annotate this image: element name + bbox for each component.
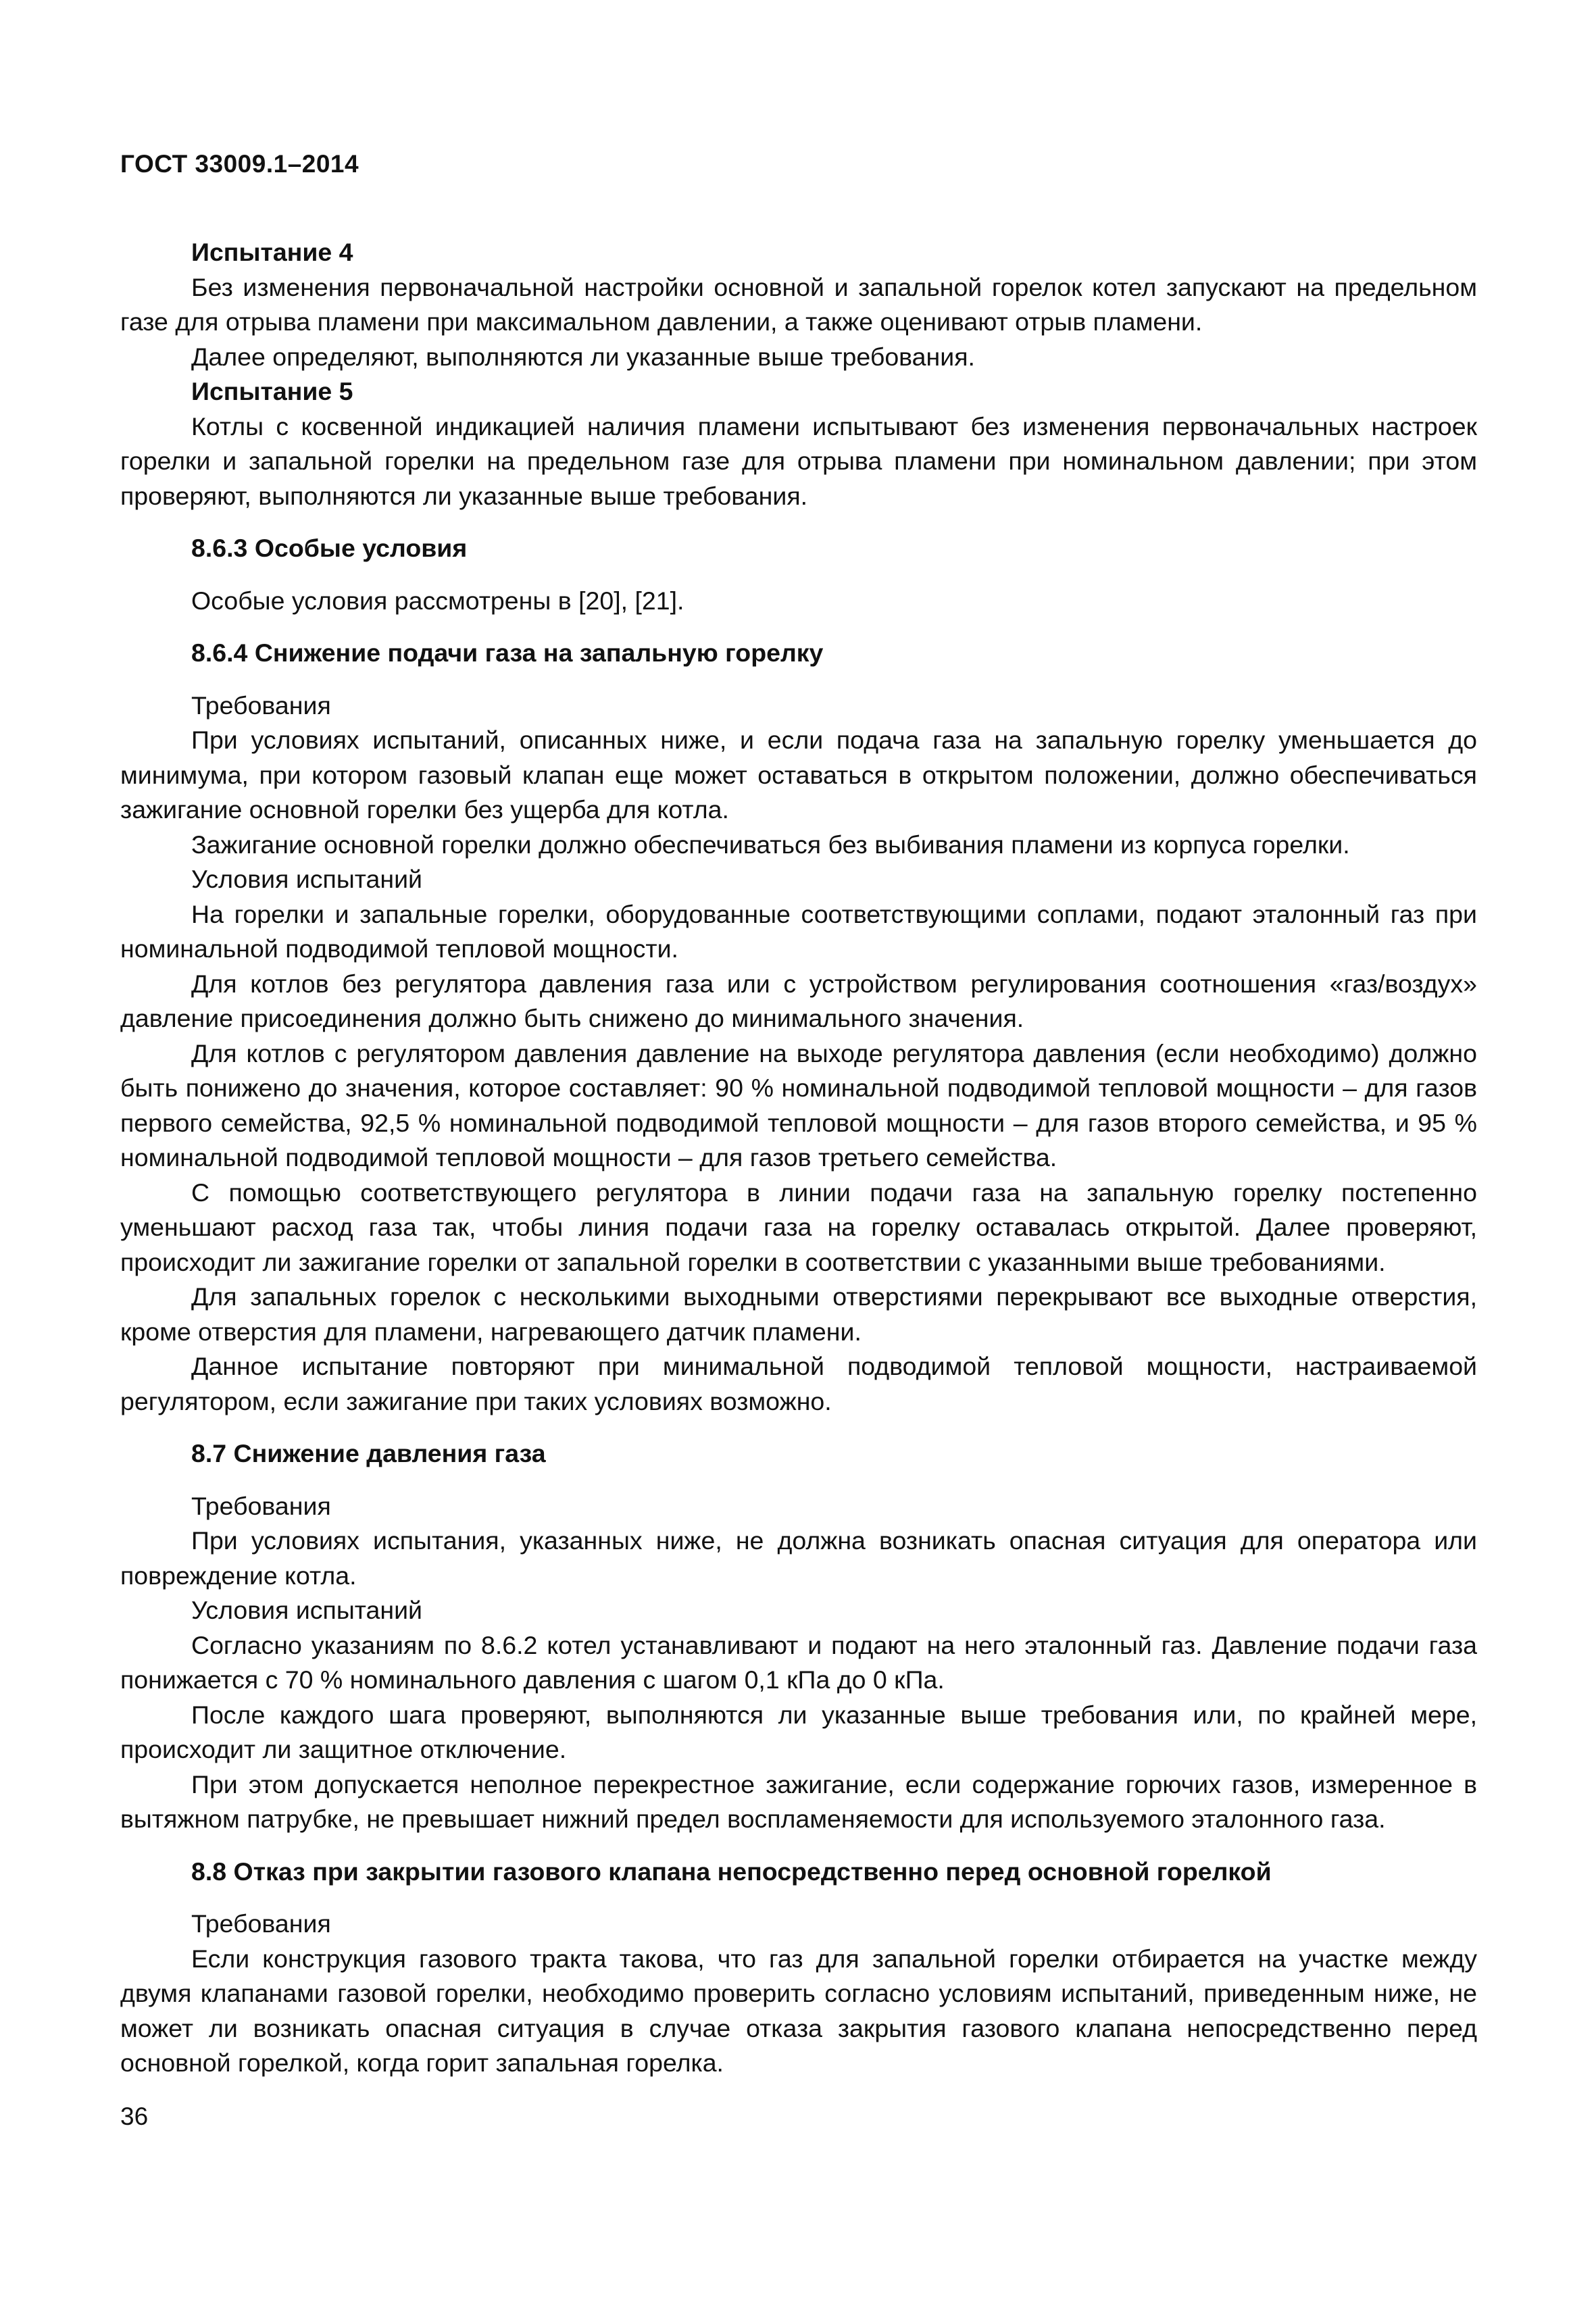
section-heading-8-7: 8.7 Снижение давления газа: [191, 1439, 546, 1467]
paragraph: Котлы с косвенной индикацией наличия пламени испытывают без изменения первоначальных настроек горелки и запальной горелки на предельном газе для отрыва пламени при номинальном давлении; при этом проверяют, выполняются ли указанные выше требования.: [120, 411, 1477, 510]
test-4-heading: Испытание 4: [191, 238, 353, 266]
page-body: [120, 235, 1477, 2081]
test-5-heading: Испытание 5: [191, 377, 353, 405]
section-heading-8-6-3: 8.6.3 Особые условия: [191, 534, 468, 562]
paragraph: Для котлов с регулятором давления давление на выходе регулятора давления (если необходимо) должно быть понижено до значения, которое составляет: 90 % номинальной подводимой тепловой мощности – для газов первого семейства, 92,5 % номинальной подводимой тепловой мощности – для газов второго семейства, и 95 % номинальной подводимой тепловой мощности – для газов третьего семейства.: [120, 1038, 1477, 1172]
paragraph: Для запальных горелок с несколькими выходными отверстиями перекрывают все выходные отверстия, кроме отверстия для пламени, нагревающего датчик пламени.: [120, 1282, 1477, 1346]
test-conditions-label: Условия испытаний: [191, 865, 422, 893]
requirements-label: Требования: [191, 1491, 331, 1520]
paragraph: С помощью соответствующего регулятора в линии подачи газа на запальную горелку постепенно уменьшают расход газа так, чтобы линия подачи газа на горелку оставалась открытой. Далее проверяют, происходит ли зажигание горелки от запальной горелки в соответствии с указанными выше требованиями.: [120, 1178, 1477, 1276]
paragraph: Для котлов без регулятора давления газа или с устройством регулирования соотношения «газ/воздух» давление присоединения должно быть снижено до минимального значения.: [120, 969, 1477, 1032]
section-heading-8-8: 8.8 Отказ при закрытии газового клапана непосредственно перед основной горелкой: [191, 1857, 1272, 1886]
paragraph: Данное испытание повторяют при минимальной подводимой тепловой мощности, настраиваемой регулятором, если зажигание при таких условиях возможно.: [120, 1352, 1477, 1415]
section-heading-8-6-4: 8.6.4 Снижение подачи газа на запальную горелку: [191, 638, 824, 667]
paragraph: Согласно указаниям по 8.6.2 котел устанавливают и подают на него эталонный газ. Давление подачи газа понижается с 70 % номинального давления с шагом 0,1 кПа до 0 кПа.: [120, 1630, 1477, 1694]
requirements-label: Требования: [191, 690, 331, 720]
paragraph: Зажигание основной горелки должно обеспечиваться без выбивания пламени из корпуса горелки.: [191, 830, 1350, 859]
paragraph: При условиях испытаний, описанных ниже, и если подача газа на запальную горелку уменьшается до минимума, при котором газовый клапан еще может оставаться в открытом положении, должно обеспечиваться зажигание основной горелки без ущерба для котла.: [120, 726, 1477, 824]
test-conditions-label: Условия испытаний: [191, 1596, 422, 1624]
paragraph: На горелки и запальные горелки, оборудованные соответствующими соплами, подают эталонный газ при номинальной подводимой тепловой мощности.: [120, 899, 1477, 963]
document-code-header: ГОСТ 33009.1–2014: [120, 150, 359, 178]
page-number: 36: [120, 2103, 149, 2130]
paragraph: При условиях испытания, указанных ниже, не должна возникать опасная ситуация для оператора или повреждение котла.: [120, 1526, 1477, 1590]
paragraph: После каждого шага проверяют, выполняются ли указанные выше требования или, по крайней мере, происходит ли защитное отключение.: [120, 1700, 1477, 1763]
paragraph: При этом допускается неполное перекрестное зажигание, если содержание горючих газов, измеренное в вытяжном патрубке, не превышает нижний предел воспламеняемости для используемого эталонного газа.: [120, 1769, 1477, 1833]
paragraph: Без изменения первоначальной настройки основной и запальной горелок котел запускают на предельном газе для отрыва пламени при максимальном давлении, а также оценивают отрыв пламени.: [120, 272, 1477, 336]
requirements-label: Требования: [191, 1909, 331, 1938]
paragraph: Далее определяют, выполняются ли указанные выше требования.: [191, 342, 975, 371]
paragraph: Если конструкция газового тракта такова, что газ для запальной горелки отбирается на участке между двумя клапанами газовой горелки, необходимо проверить согласно условиям испытаний, приведенным ниже, не может ли возникать опасная ситуация в случае отказа закрытия газового клапана непосредственно перед основной горелкой, когда горит запальная горелка.: [120, 1944, 1477, 2077]
paragraph: Особые условия рассмотрены в [20], [21].: [191, 586, 684, 615]
